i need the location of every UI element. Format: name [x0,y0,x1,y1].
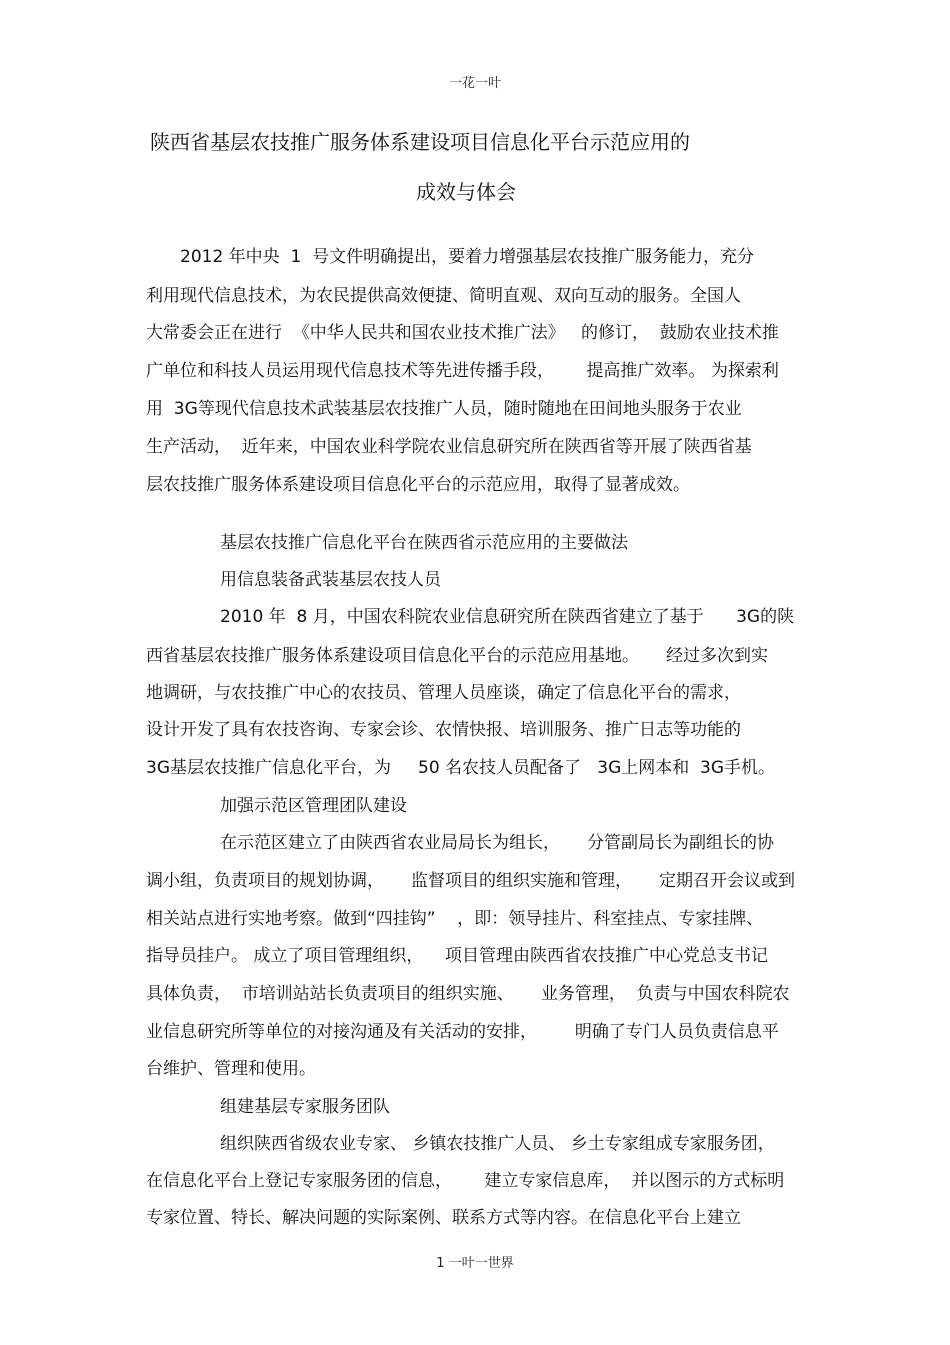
paragraph-line: 调小组，负责项目的规划协调， 监督项目的组织实施和管理， 定期召开会议或到 [146,871,796,891]
paragraph-line: 在信息化平台上登记专家服务团的信息， 建立专家信息库， 并以图示的方式标明 [146,1171,785,1191]
paragraph-line: 具体负责， 市培训站站长负责项目的组织实施、 业务管理， 负责与中国农科院农 [146,984,790,1004]
document-title-line2: 成效与体会 [416,180,516,204]
paragraph-line: 广单位和科技人员运用现代信息技术等先进传播手段， 提高推广效率。 为探索利 [146,361,779,381]
subsection-heading: 加强示范区管理团队建设 [220,796,407,816]
paragraph-line: 用 3G等现代信息技术武装基层农技推广人员，随时随地在田间地头服务于农业 [146,399,742,419]
document-title-line1: 陕西省基层农技推广服务体系建设项目信息化平台示范应用的 [150,130,690,154]
paragraph-line: 大常委会正在进行 《中华人民共和国农业技术推广法》 的修订， 鼓励农业技术推 [146,323,779,343]
page-header: 一花一叶 [448,76,501,91]
subsection-heading: 组建基层专家服务团队 [220,1097,390,1117]
paragraph-line: 台维护、管理和使用。 [146,1059,316,1079]
paragraph-line: 组织陕西省级农业专家、 乡镇农技推广人员、 乡土专家组成专家服务团， [220,1134,775,1154]
section-heading: 基层农技推广信息化平台在陕西省示范应用的主要做法 [220,533,628,553]
paragraph-line: 指导员挂户。 成立了项目管理组织， 项目管理由陕西省农技推广中心党总支书记 [146,946,769,966]
paragraph-line: 2010 年 8 月，中国农科院农业信息研究所在陕西省建立了基于 3G的陕 [220,607,795,627]
paragraph-line: 层农技推广服务体系建设项目信息化平台的示范应用，取得了显著成效。 [146,475,690,495]
subsection-heading: 用信息装备武装基层农技人员 [220,570,441,590]
paragraph-line: 西省基层农技推广服务体系建设项目信息化平台的示范应用基地。 经过多次到实 [146,646,769,666]
paragraph-line: 在示范区建立了由陕西省农业局局长为组长， 分管副局长为副组长的协 [220,833,775,853]
page-footer: 1 一叶一世界 [436,1256,514,1271]
paragraph-line: 3G基层农技推广信息化平台，为 50 名农技人员配备了 3G上网本和 3G手机。 [146,758,776,778]
paragraph-line: 业信息研究所等单位的对接沟通及有关活动的安排， 明确了专门人员负责信息平 [146,1022,779,1042]
paragraph-line: 生产活动， 近年来，中国农业科学院农业信息研究所在陕西省等开展了陕西省基 [146,437,752,457]
paragraph-line: 相关站点进行实地考察。做到“四挂钩” ，即：领导挂片、科室挂点、专家挂牌、 [146,909,764,929]
paragraph-line: 地调研，与农技推广中心的农技员、管理人员座谈，确定了信息化平台的需求， [146,683,741,703]
paragraph-line: 利用现代信息技术，为农民提供高效便捷、简明直观、双向互动的服务。全国人 [146,286,741,306]
paragraph-line: 专家位置、特长、解决问题的实际案例、联系方式等内容。在信息化平台上建立 [146,1208,741,1228]
paragraph-line: 设计开发了具有农技咨询、专家会诊、农情快报、培训服务、推广日志等功能的 [146,720,741,740]
paragraph-line: 2012 年中央 1 号文件明确提出，要着力增强基层农技推广服务能力，充分 [180,247,755,267]
